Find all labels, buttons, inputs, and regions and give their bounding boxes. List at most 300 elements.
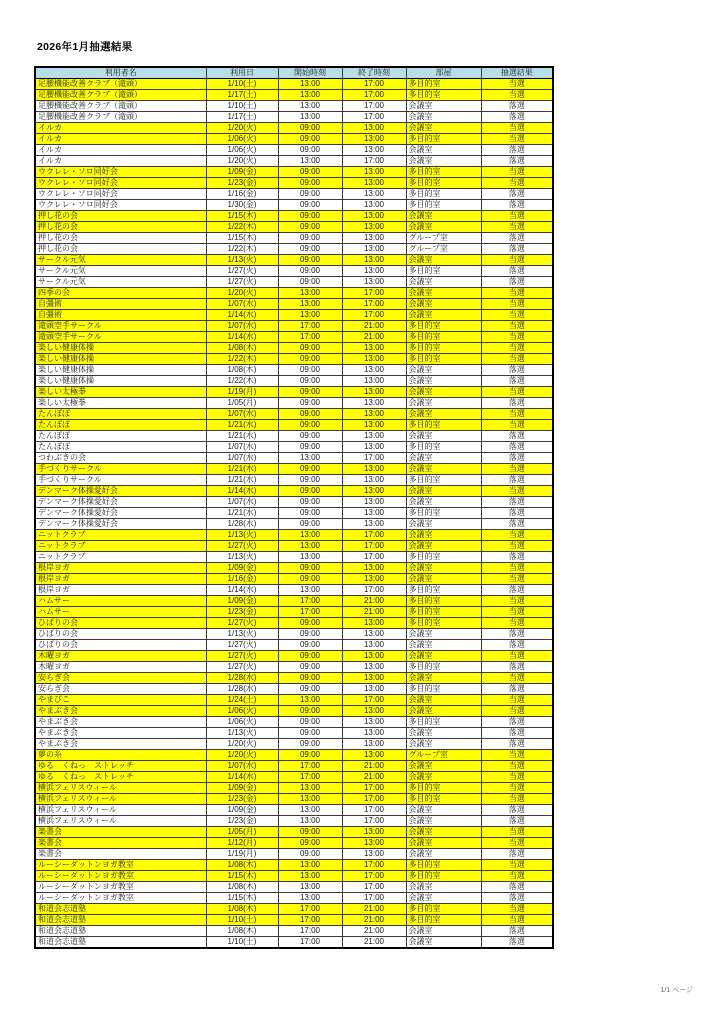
cell-user-name: 木曜ヨガ: [35, 662, 206, 673]
cell-room: 会議室: [406, 299, 481, 310]
cell-room: グループ室: [406, 750, 481, 761]
table-row: [35, 761, 553, 772]
cell-end-time: 21:00: [342, 321, 406, 332]
cell-start-time: 09:00: [278, 750, 342, 761]
cell-end-time: 13:00: [342, 486, 406, 497]
cell-user-name: デンマーク体操愛好会: [35, 519, 206, 530]
cell-result: 当選: [481, 486, 553, 497]
cell-result: 当選: [481, 541, 553, 552]
cell-user-name: ニットクラブ: [35, 541, 206, 552]
cell-room: 会議室: [406, 651, 481, 662]
cell-start-time: 09:00: [278, 739, 342, 750]
cell-user-name: 和道会志道塾: [35, 937, 206, 949]
cell-end-time: 21:00: [342, 332, 406, 343]
table-row: [35, 783, 553, 794]
cell-result: 落選: [481, 805, 553, 816]
cell-room: 会議室: [406, 849, 481, 860]
cell-end-time: 21:00: [342, 772, 406, 783]
cell-room: 会議室: [406, 772, 481, 783]
cell-use-date: 1/15(木): [206, 211, 278, 222]
cell-user-name: ウクレレ・ソロ同好会: [35, 189, 206, 200]
cell-room: 多目的室: [406, 79, 481, 90]
table-row: [35, 596, 553, 607]
cell-use-date: 1/07(水): [206, 442, 278, 453]
cell-end-time: 13:00: [342, 255, 406, 266]
cell-end-time: 13:00: [342, 244, 406, 255]
table-row: [35, 651, 553, 662]
cell-user-name: 滝頭空手サークル: [35, 332, 206, 343]
table-row: [35, 673, 553, 684]
cell-result: 当選: [481, 167, 553, 178]
cell-result: 落選: [481, 662, 553, 673]
cell-start-time: 09:00: [278, 233, 342, 244]
cell-user-name: 楽しい健康体操: [35, 343, 206, 354]
table-row: [35, 233, 553, 244]
cell-start-time: 09:00: [278, 145, 342, 156]
cell-user-name: サークル元気: [35, 266, 206, 277]
cell-user-name: 楽しい健康体操: [35, 354, 206, 365]
cell-end-time: 17:00: [342, 310, 406, 321]
cell-start-time: 09:00: [278, 629, 342, 640]
cell-result: 落選: [481, 442, 553, 453]
cell-end-time: 13:00: [342, 354, 406, 365]
table-row: [35, 508, 553, 519]
cell-user-name: 押し花の会: [35, 222, 206, 233]
cell-end-time: 13:00: [342, 431, 406, 442]
cell-result: 落選: [481, 145, 553, 156]
cell-room: 会議室: [406, 112, 481, 123]
cell-use-date: 1/23(金): [206, 816, 278, 827]
cell-use-date: 1/17(土): [206, 112, 278, 123]
table-row: [35, 871, 553, 882]
cell-start-time: 13:00: [278, 805, 342, 816]
cell-user-name: 横浜フェリスウィール: [35, 783, 206, 794]
cell-result: 当選: [481, 409, 553, 420]
cell-result: 落選: [481, 849, 553, 860]
cell-user-name: 横浜フェリスウィール: [35, 816, 206, 827]
cell-room: 多目的室: [406, 871, 481, 882]
table-row: [35, 244, 553, 255]
cell-end-time: 17:00: [342, 299, 406, 310]
table-row: [35, 805, 553, 816]
cell-use-date: 1/07(水): [206, 299, 278, 310]
cell-user-name: 根岸ヨガ: [35, 585, 206, 596]
table-row: [35, 398, 553, 409]
cell-start-time: 09:00: [278, 222, 342, 233]
cell-result: 当選: [481, 79, 553, 90]
table-row: [35, 684, 553, 695]
cell-use-date: 1/09(金): [206, 783, 278, 794]
cell-room: 会議室: [406, 310, 481, 321]
cell-start-time: 09:00: [278, 464, 342, 475]
cell-start-time: 17:00: [278, 607, 342, 618]
cell-start-time: 13:00: [278, 79, 342, 90]
cell-room: 多目的室: [406, 332, 481, 343]
cell-end-time: 13:00: [342, 827, 406, 838]
table-row: [35, 387, 553, 398]
cell-end-time: 13:00: [342, 178, 406, 189]
cell-user-name: ゆる くねっ ストレッチ: [35, 772, 206, 783]
cell-room: 多目的室: [406, 860, 481, 871]
cell-result: 落選: [481, 585, 553, 596]
cell-room: 多目的室: [406, 90, 481, 101]
cell-end-time: 13:00: [342, 838, 406, 849]
cell-user-name: 木曜ヨガ: [35, 651, 206, 662]
cell-use-date: 1/05(月): [206, 827, 278, 838]
cell-room: 会議室: [406, 739, 481, 750]
cell-result: 落選: [481, 365, 553, 376]
cell-use-date: 1/23(金): [206, 794, 278, 805]
table-row: [35, 409, 553, 420]
cell-room: 会議室: [406, 926, 481, 937]
cell-user-name: やまぶき会: [35, 728, 206, 739]
cell-result: 落選: [481, 816, 553, 827]
cell-room: 多目的室: [406, 794, 481, 805]
cell-use-date: 1/28(水): [206, 519, 278, 530]
cell-start-time: 17:00: [278, 761, 342, 772]
cell-use-date: 1/13(火): [206, 629, 278, 640]
table-row: [35, 453, 553, 464]
cell-result: 落選: [481, 156, 553, 167]
cell-user-name: 和道会志道塾: [35, 904, 206, 915]
cell-start-time: 13:00: [278, 893, 342, 904]
cell-use-date: 1/28(水): [206, 673, 278, 684]
cell-user-name: たんぽぽ: [35, 420, 206, 431]
cell-start-time: 13:00: [278, 871, 342, 882]
cell-room: 多目的室: [406, 134, 481, 145]
cell-result: 当選: [481, 354, 553, 365]
table-header: [35, 67, 553, 79]
cell-room: 多目的室: [406, 442, 481, 453]
cell-use-date: 1/27(火): [206, 640, 278, 651]
cell-end-time: 17:00: [342, 552, 406, 563]
cell-result: 当選: [481, 651, 553, 662]
cell-use-date: 1/27(火): [206, 651, 278, 662]
cell-user-name: ルーシーダットンヨガ教室: [35, 860, 206, 871]
cell-start-time: 17:00: [278, 332, 342, 343]
table-row: [35, 860, 553, 871]
cell-end-time: 13:00: [342, 717, 406, 728]
cell-result: 当選: [481, 904, 553, 915]
cell-start-time: 09:00: [278, 420, 342, 431]
cell-result: 当選: [481, 530, 553, 541]
cell-start-time: 13:00: [278, 288, 342, 299]
cell-end-time: 13:00: [342, 277, 406, 288]
cell-result: 落選: [481, 684, 553, 695]
cell-user-name: 楽しい健康体操: [35, 376, 206, 387]
cell-end-time: 21:00: [342, 596, 406, 607]
cell-use-date: 1/20(火): [206, 123, 278, 134]
table-row: [35, 222, 553, 233]
cell-end-time: 13:00: [342, 662, 406, 673]
cell-end-time: 13:00: [342, 464, 406, 475]
cell-room: 会議室: [406, 530, 481, 541]
cell-result: 落選: [481, 739, 553, 750]
cell-result: 落選: [481, 376, 553, 387]
cell-start-time: 09:00: [278, 827, 342, 838]
cell-result: 落選: [481, 233, 553, 244]
cell-result: 当選: [481, 343, 553, 354]
cell-start-time: 13:00: [278, 783, 342, 794]
cell-use-date: 1/22(木): [206, 354, 278, 365]
cell-end-time: 13:00: [342, 376, 406, 387]
cell-use-date: 1/08(木): [206, 904, 278, 915]
table-row: [35, 365, 553, 376]
cell-room: 多目的室: [406, 915, 481, 926]
table-row: [35, 431, 553, 442]
table-row: [35, 376, 553, 387]
table-row: [35, 255, 553, 266]
cell-room: 会議室: [406, 541, 481, 552]
cell-result: 落選: [481, 101, 553, 112]
cell-room: 多目的室: [406, 662, 481, 673]
cell-use-date: 1/06(火): [206, 717, 278, 728]
cell-start-time: 13:00: [278, 530, 342, 541]
cell-start-time: 09:00: [278, 431, 342, 442]
cell-start-time: 09:00: [278, 442, 342, 453]
cell-room: 多目的室: [406, 717, 481, 728]
cell-use-date: 1/14(水): [206, 772, 278, 783]
cell-end-time: 21:00: [342, 937, 406, 949]
table-row: [35, 816, 553, 827]
cell-room: 会議室: [406, 222, 481, 233]
table-row: [35, 563, 553, 574]
cell-user-name: ニットクラブ: [35, 530, 206, 541]
cell-use-date: 1/20(火): [206, 156, 278, 167]
table-row: [35, 156, 553, 167]
cell-start-time: 09:00: [278, 728, 342, 739]
cell-start-time: 09:00: [278, 123, 342, 134]
table-row: [35, 629, 553, 640]
table-row: [35, 772, 553, 783]
cell-user-name: たんぽぽ: [35, 431, 206, 442]
results-table-body: [35, 79, 553, 949]
cell-room: 会議室: [406, 937, 481, 949]
cell-user-name: ハムサー: [35, 596, 206, 607]
table-row: [35, 662, 553, 673]
cell-use-date: 1/20(火): [206, 750, 278, 761]
cell-result: 当選: [481, 596, 553, 607]
cell-result: 当選: [481, 860, 553, 871]
cell-start-time: 13:00: [278, 299, 342, 310]
cell-use-date: 1/22(木): [206, 244, 278, 255]
cell-room: 会議室: [406, 497, 481, 508]
cell-start-time: 09:00: [278, 178, 342, 189]
cell-room: 会議室: [406, 409, 481, 420]
cell-start-time: 09:00: [278, 618, 342, 629]
cell-room: 会議室: [406, 453, 481, 464]
cell-end-time: 21:00: [342, 915, 406, 926]
cell-start-time: 13:00: [278, 552, 342, 563]
cell-user-name: 楽しい太極拳: [35, 387, 206, 398]
cell-end-time: 13:00: [342, 134, 406, 145]
table-row: [35, 189, 553, 200]
table-row: [35, 112, 553, 123]
cell-room: 多目的室: [406, 475, 481, 486]
cell-room: 会議室: [406, 838, 481, 849]
cell-user-name: 根岸ヨガ: [35, 574, 206, 585]
cell-result: 当選: [481, 464, 553, 475]
column-header-result: 抽選結果: [481, 67, 553, 79]
table-row: [35, 904, 553, 915]
cell-user-name: 横浜フェリスウィール: [35, 805, 206, 816]
cell-start-time: 09:00: [278, 706, 342, 717]
cell-user-name: デンマーク体操愛好会: [35, 486, 206, 497]
column-header-use-date: 利用日: [206, 67, 278, 79]
cell-start-time: 13:00: [278, 860, 342, 871]
cell-user-name: 楽しい健康体操: [35, 365, 206, 376]
cell-start-time: 09:00: [278, 662, 342, 673]
cell-use-date: 1/21(水): [206, 464, 278, 475]
cell-end-time: 17:00: [342, 882, 406, 893]
cell-end-time: 21:00: [342, 904, 406, 915]
cell-user-name: ひばりの会: [35, 618, 206, 629]
cell-room: 会議室: [406, 101, 481, 112]
cell-use-date: 1/27(火): [206, 662, 278, 673]
cell-user-name: ひばりの会: [35, 629, 206, 640]
cell-result: 当選: [481, 750, 553, 761]
column-header-room: 部屋: [406, 67, 481, 79]
cell-use-date: 1/06(火): [206, 134, 278, 145]
cell-end-time: 13:00: [342, 365, 406, 376]
table-row: [35, 717, 553, 728]
cell-result: 当選: [481, 332, 553, 343]
cell-use-date: 1/06(火): [206, 706, 278, 717]
cell-start-time: 09:00: [278, 651, 342, 662]
cell-room: 会議室: [406, 123, 481, 134]
column-header-user-name: 利用者名: [35, 67, 206, 79]
cell-end-time: 13:00: [342, 123, 406, 134]
cell-start-time: 13:00: [278, 112, 342, 123]
cell-start-time: 09:00: [278, 277, 342, 288]
cell-start-time: 09:00: [278, 376, 342, 387]
cell-user-name: ウクレレ・ソロ同好会: [35, 200, 206, 211]
cell-room: 多目的室: [406, 552, 481, 563]
cell-user-name: イルカ: [35, 156, 206, 167]
table-row: [35, 475, 553, 486]
cell-room: 会議室: [406, 816, 481, 827]
cell-room: 多目的室: [406, 354, 481, 365]
cell-result: 当選: [481, 915, 553, 926]
cell-user-name: 手づくりサークル: [35, 464, 206, 475]
cell-result: 当選: [481, 706, 553, 717]
cell-room: 多目的室: [406, 189, 481, 200]
cell-use-date: 1/12(月): [206, 838, 278, 849]
cell-result: 当選: [481, 838, 553, 849]
cell-start-time: 09:00: [278, 343, 342, 354]
cell-user-name: 押し花の会: [35, 233, 206, 244]
cell-user-name: 横浜フェリスウィール: [35, 794, 206, 805]
cell-start-time: 13:00: [278, 882, 342, 893]
cell-user-name: ルーシーダットンヨガ教室: [35, 893, 206, 904]
cell-result: 落選: [481, 640, 553, 651]
cell-end-time: 13:00: [342, 475, 406, 486]
cell-use-date: 1/06(火): [206, 145, 278, 156]
cell-room: 多目的室: [406, 904, 481, 915]
cell-user-name: 押し花の会: [35, 244, 206, 255]
cell-result: 当選: [481, 288, 553, 299]
cell-room: 多目的室: [406, 585, 481, 596]
cell-room: 多目的室: [406, 343, 481, 354]
cell-use-date: 1/27(火): [206, 618, 278, 629]
cell-result: 落選: [481, 200, 553, 211]
table-row: [35, 827, 553, 838]
cell-start-time: 17:00: [278, 904, 342, 915]
cell-start-time: 09:00: [278, 519, 342, 530]
cell-room: 会議室: [406, 706, 481, 717]
cell-start-time: 17:00: [278, 926, 342, 937]
cell-room: 会議室: [406, 563, 481, 574]
cell-end-time: 13:00: [342, 519, 406, 530]
table-row: [35, 530, 553, 541]
cell-use-date: 1/08(木): [206, 926, 278, 937]
column-header-end-time: 終了時刻: [342, 67, 406, 79]
cell-start-time: 13:00: [278, 816, 342, 827]
table-row: [35, 794, 553, 805]
table-row: [35, 464, 553, 475]
cell-user-name: ゆる くねっ ストレッチ: [35, 761, 206, 772]
table-row: [35, 750, 553, 761]
cell-end-time: 13:00: [342, 398, 406, 409]
table-row: [35, 739, 553, 750]
cell-start-time: 13:00: [278, 101, 342, 112]
table-row: [35, 167, 553, 178]
cell-result: 落選: [481, 552, 553, 563]
cell-use-date: 1/17(土): [206, 90, 278, 101]
cell-start-time: 13:00: [278, 453, 342, 464]
cell-use-date: 1/23(金): [206, 607, 278, 618]
cell-use-date: 1/21(水): [206, 431, 278, 442]
cell-result: 当選: [481, 299, 553, 310]
cell-result: 当選: [481, 783, 553, 794]
cell-result: 当選: [481, 871, 553, 882]
cell-end-time: 13:00: [342, 640, 406, 651]
cell-use-date: 1/27(火): [206, 266, 278, 277]
cell-end-time: 17:00: [342, 288, 406, 299]
cell-start-time: 09:00: [278, 475, 342, 486]
cell-room: グループ室: [406, 233, 481, 244]
cell-start-time: 09:00: [278, 167, 342, 178]
cell-user-name: やまぶき会: [35, 739, 206, 750]
cell-room: 多目的室: [406, 508, 481, 519]
table-row: [35, 640, 553, 651]
cell-start-time: 09:00: [278, 497, 342, 508]
cell-room: 多目的室: [406, 607, 481, 618]
cell-result: 当選: [481, 772, 553, 783]
cell-end-time: 13:00: [342, 651, 406, 662]
cell-end-time: 13:00: [342, 849, 406, 860]
cell-start-time: 17:00: [278, 937, 342, 949]
cell-room: 会議室: [406, 277, 481, 288]
cell-end-time: 17:00: [342, 112, 406, 123]
cell-room: 会議室: [406, 486, 481, 497]
cell-end-time: 21:00: [342, 607, 406, 618]
cell-use-date: 1/19(月): [206, 387, 278, 398]
cell-start-time: 09:00: [278, 673, 342, 684]
table-row: [35, 893, 553, 904]
cell-use-date: 1/10(土): [206, 101, 278, 112]
cell-use-date: 1/13(火): [206, 530, 278, 541]
cell-end-time: 13:00: [342, 266, 406, 277]
cell-start-time: 09:00: [278, 486, 342, 497]
cell-end-time: 13:00: [342, 222, 406, 233]
cell-start-time: 09:00: [278, 200, 342, 211]
cell-room: 多目的室: [406, 266, 481, 277]
cell-room: 会議室: [406, 431, 481, 442]
cell-result: 落選: [481, 629, 553, 640]
cell-result: 落選: [481, 728, 553, 739]
cell-start-time: 09:00: [278, 189, 342, 200]
